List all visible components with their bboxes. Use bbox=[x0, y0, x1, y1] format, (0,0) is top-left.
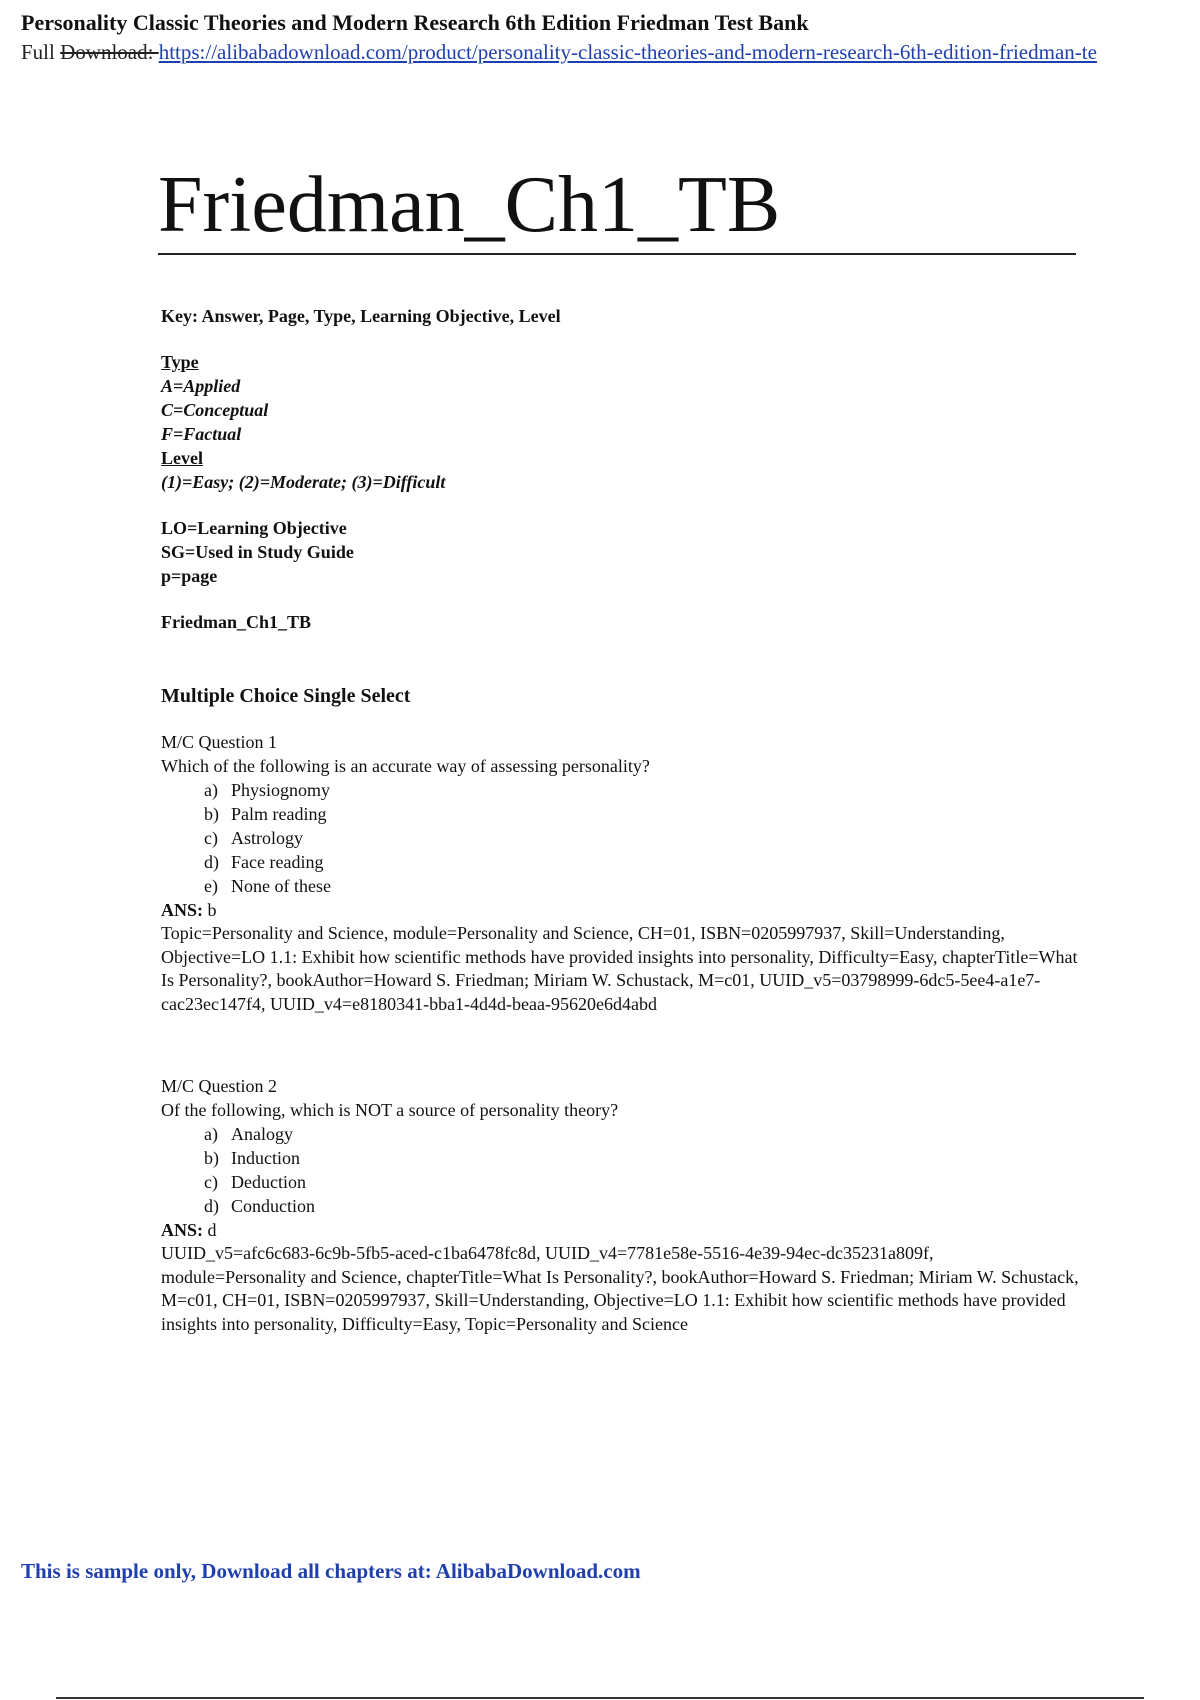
option-text: Induction bbox=[231, 1148, 300, 1168]
title-rule bbox=[158, 253, 1076, 255]
option-letter: c) bbox=[204, 1172, 218, 1192]
abbrev-item: SG=Used in Study Guide bbox=[161, 542, 354, 562]
option-letter: b) bbox=[204, 1148, 219, 1168]
option-text: None of these bbox=[231, 876, 331, 896]
option-item bbox=[204, 826, 1081, 850]
section-heading: Multiple Choice Single Select bbox=[161, 685, 411, 707]
download-prefix: Full bbox=[21, 40, 61, 64]
footer-banner[interactable]: This is sample only, Download all chapters at: AlibabaDownload.com bbox=[21, 1559, 641, 1583]
option-item bbox=[204, 1146, 1081, 1170]
option-text: Physiognomy bbox=[231, 780, 331, 800]
option-letter: c) bbox=[204, 828, 218, 848]
page-header-title: Personality Classic Theories and Modern Research 6th Edition Friedman Test Bank bbox=[21, 10, 809, 35]
option-item bbox=[204, 802, 1081, 826]
option-item bbox=[204, 778, 1081, 802]
download-link[interactable]: https://alibabadownload.com/product/personality-classic-theories-and-modern-research-6th-edition-friedman-te bbox=[158, 40, 1097, 64]
option-letter: a) bbox=[204, 780, 218, 800]
type-item: A=Applied bbox=[161, 376, 241, 396]
option-letter: d) bbox=[204, 852, 219, 872]
question-metadata: UUID_v5=afc6c683-6c9b-5fb5-aced-c1ba6478fc8d, UUID_v4=7781e58e-5516-4e39-94ec-dc35231a809f, module=Personality and Science, chapterTitle=What Is Personality?, bookAuthor=Howard S. Friedman; Miriam W. Schustack, M=c01, CH=01, ISBN=0205997937, Skill=Understanding, Objective=LO 1.1: Exhibit how scientific methods have provided insights into personality, Difficulty=Easy, Topic=Personality and Science bbox=[161, 1243, 1079, 1334]
option-text: Analogy bbox=[231, 1124, 293, 1144]
option-text: Face reading bbox=[231, 852, 324, 872]
question-label: M/C Question 2 bbox=[161, 1076, 278, 1096]
option-text: Conduction bbox=[231, 1196, 315, 1216]
options-list bbox=[161, 778, 1081, 898]
option-letter: d) bbox=[204, 1196, 219, 1216]
type-item: C=Conceptual bbox=[161, 400, 269, 420]
question-label: M/C Question 1 bbox=[161, 732, 278, 752]
document-body bbox=[161, 304, 1081, 1336]
level-heading: Level bbox=[161, 448, 203, 468]
question-block bbox=[161, 730, 1081, 1016]
option-letter: e) bbox=[204, 876, 218, 896]
answer-value: b bbox=[203, 900, 217, 920]
option-text: Palm reading bbox=[231, 804, 327, 824]
answer-line bbox=[161, 1218, 1081, 1242]
question-metadata: Topic=Personality and Science, module=Personality and Science, CH=01, ISBN=0205997937, Skill=Understanding, Objective=LO 1.1: Exhibit how scientific methods have provided insights into personality, Difficulty=Easy, chapterTitle=What Is Personality?, bookAuthor=Howard S. Friedman; Miriam W. Schustack, M=c01, UUID_v5=03798999-6dc5-5ee4-a1e7-cac23ec147f4, UUID_v4=e8180341-bba1-4d4d-beaa-95620e6d4abd bbox=[161, 923, 1078, 1014]
type-item: F=Factual bbox=[161, 424, 242, 444]
abbrev-item: p=page bbox=[161, 566, 218, 586]
level-line: (1)=Easy; (2)=Moderate; (3)=Difficult bbox=[161, 472, 446, 492]
options-list bbox=[161, 1122, 1081, 1218]
key-line: Key: Answer, Page, Type, Learning Objective, Level bbox=[161, 306, 561, 326]
question-block bbox=[161, 1074, 1081, 1336]
question-text: Which of the following is an accurate way of assessing personality? bbox=[161, 756, 650, 776]
type-heading: Type bbox=[161, 352, 199, 372]
option-item bbox=[204, 1170, 1081, 1194]
option-letter: b) bbox=[204, 804, 219, 824]
download-line bbox=[21, 40, 1200, 65]
option-item bbox=[204, 1194, 1081, 1218]
option-text: Astrology bbox=[231, 828, 303, 848]
chapter-label: Friedman_Ch1_TB bbox=[161, 612, 312, 632]
option-text: Deduction bbox=[231, 1172, 306, 1192]
abbrev-item: LO=Learning Objective bbox=[161, 518, 347, 538]
question-text: Of the following, which is NOT a source of personality theory? bbox=[161, 1100, 619, 1120]
option-item bbox=[204, 874, 1081, 898]
answer-label: ANS: bbox=[161, 900, 204, 920]
download-label: Download: bbox=[60, 40, 159, 64]
option-letter: a) bbox=[204, 1124, 218, 1144]
answer-label: ANS: bbox=[161, 1220, 204, 1240]
bottom-rule bbox=[56, 1697, 1144, 1699]
document-title: Friedman_Ch1_TB bbox=[158, 161, 781, 249]
answer-value: d bbox=[203, 1220, 217, 1240]
answer-line bbox=[161, 898, 1081, 922]
option-item bbox=[204, 1122, 1081, 1146]
option-item bbox=[204, 850, 1081, 874]
